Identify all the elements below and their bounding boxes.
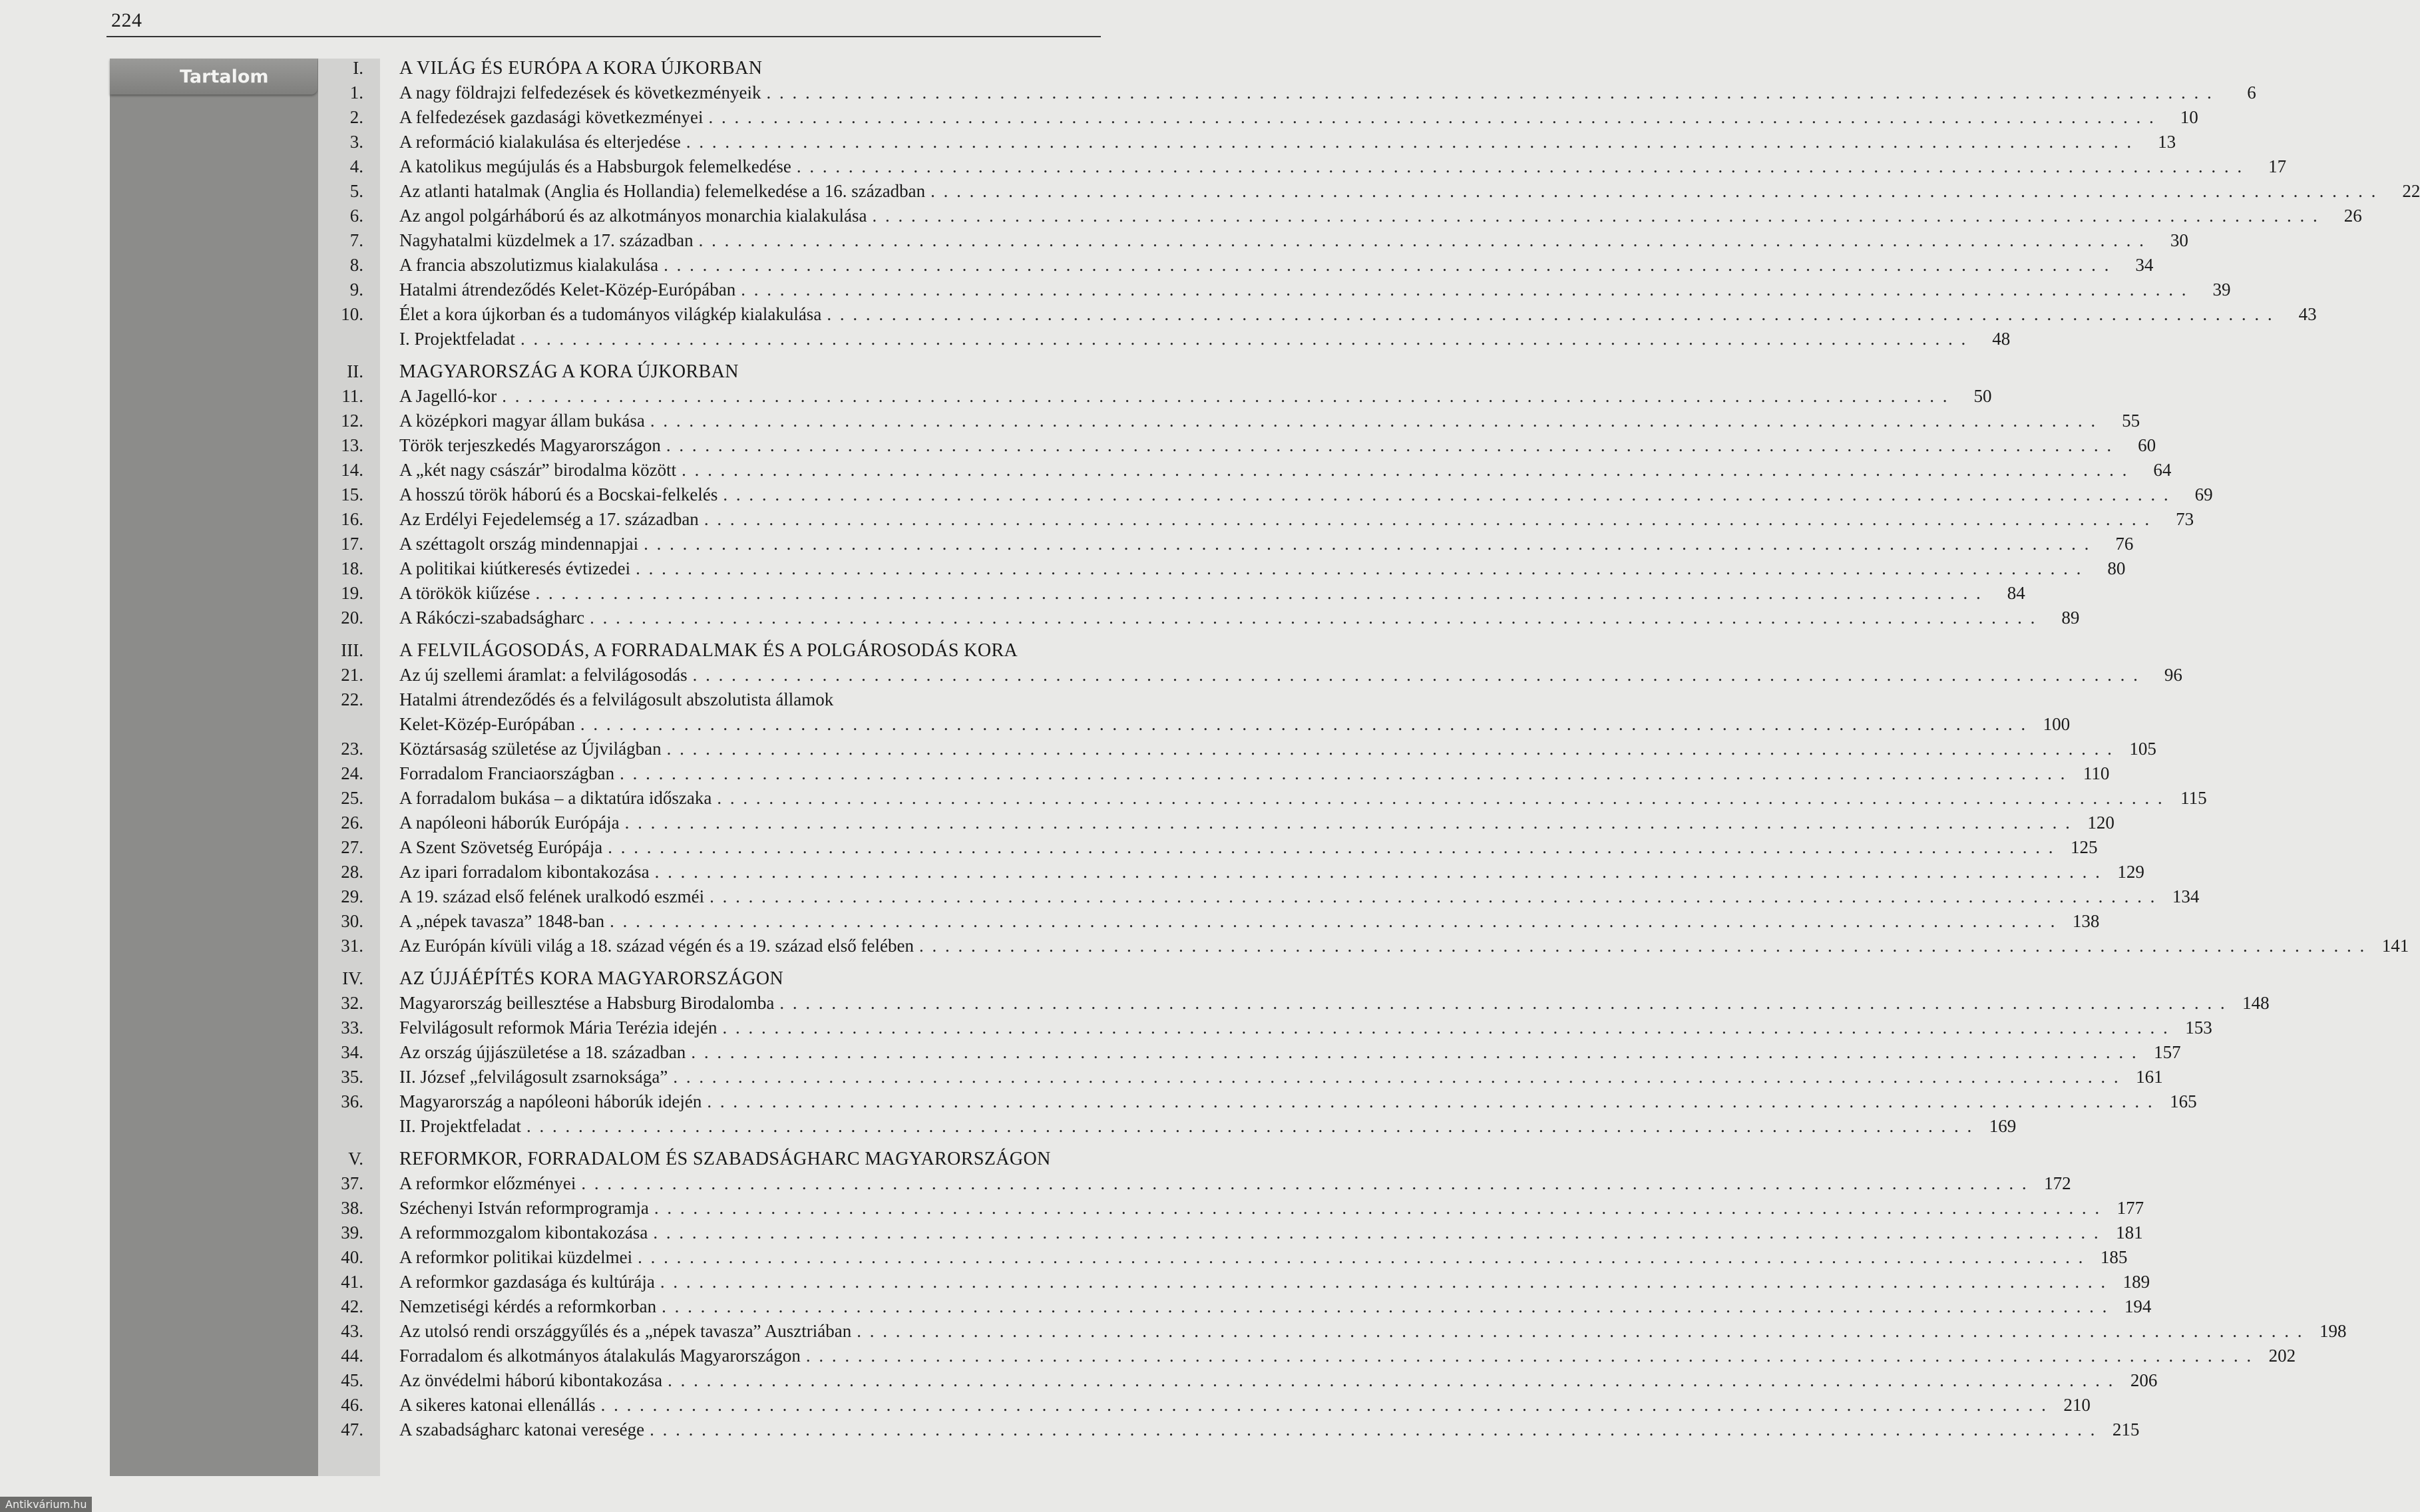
entry-title: A szabadságharc katonai veresége — [399, 1419, 645, 1439]
entry-page: 161 — [2136, 1067, 2163, 1087]
entry-title: Az ország újjászületése a 18. században — [399, 1042, 686, 1062]
entry-title: A reformmozgalom kibontakozása — [399, 1223, 648, 1242]
entry-title: Széchenyi István reformprogramja — [399, 1198, 649, 1218]
entry-number: 36. — [341, 1091, 363, 1111]
leader-dots — [662, 1294, 2109, 1319]
entry-number: 17. — [341, 534, 363, 554]
part-title: A FELVILÁGOSODÁS, A FORRADALMAK ÉS A POLGÁROSODÁS KORA — [399, 640, 1018, 661]
leader-dots — [526, 1114, 1973, 1139]
table-of-contents — [318, 56, 2420, 1450]
entry-number: 40. — [341, 1247, 363, 1267]
entry-page: 198 — [2319, 1321, 2347, 1341]
leader-dots — [644, 532, 2091, 556]
entry-page: 100 — [2043, 714, 2071, 734]
toc-entry[interactable] — [318, 458, 2172, 482]
entry-number: 8. — [349, 255, 363, 275]
toc-entry[interactable] — [318, 556, 2126, 581]
toc-entry[interactable] — [318, 482, 2213, 507]
entry-page: 129 — [2117, 862, 2144, 882]
part-heading — [318, 1147, 1104, 1171]
entry-title: Köztársaság születése az Újvilágban — [399, 739, 662, 759]
leader-dots — [502, 384, 1949, 409]
entry-page: 134 — [2172, 886, 2200, 906]
leader-dots — [930, 179, 2377, 204]
toc-entry[interactable] — [318, 1196, 2144, 1221]
entry-number: 37. — [341, 1173, 363, 1193]
entry-title: A „két nagy császár” birodalma között — [399, 460, 677, 480]
toc-entry[interactable] — [318, 1221, 2143, 1245]
entry-number: 34. — [341, 1042, 363, 1062]
leader-dots — [610, 909, 2057, 934]
toc-entry[interactable] — [318, 835, 2098, 860]
entry-number: 38. — [341, 1198, 363, 1218]
entry-title: Élet a kora újkorban és a tudományos világkép kialakulása — [399, 304, 822, 324]
entry-title: A Szent Szövetség Európája — [399, 837, 603, 857]
entry-number: 16. — [341, 509, 363, 529]
entry-title: A nagy földrajzi felfedezések és következményeik — [399, 83, 761, 102]
entry-title: Forradalom Franciaországban — [399, 763, 615, 783]
entry-title: Az Erdélyi Fejedelemség a 17. században — [399, 509, 699, 529]
leader-dots — [654, 1196, 2101, 1221]
entry-page: 138 — [2072, 911, 2100, 931]
entry-title: A forradalom bukása – a diktatúra időszaka — [399, 788, 712, 808]
leader-dots — [709, 884, 2156, 909]
entry-number: 28. — [341, 862, 363, 882]
toc-entry[interactable] — [318, 786, 2207, 811]
entry-number: 27. — [341, 837, 363, 857]
entry-title: Az Európán kívüli világ a 18. század végén és a 19. század első felében — [399, 936, 914, 956]
leader-dots — [709, 105, 2156, 130]
entry-title: A hosszú török háború és a Bocskai-felkelés — [399, 484, 718, 504]
toc-entry[interactable] — [318, 1245, 2128, 1270]
entry-number: 31. — [341, 936, 363, 956]
part-heading — [318, 56, 1104, 81]
toc-part — [318, 638, 2409, 958]
leader-dots — [827, 302, 2274, 327]
entry-number: 13. — [341, 435, 363, 455]
footer-watermark: Antikvárium.hu — [0, 1497, 92, 1512]
entry-number: 6. — [349, 206, 363, 226]
leader-dots — [650, 409, 2097, 433]
leader-dots — [590, 606, 2037, 630]
entry-page: 6 — [2247, 83, 2256, 102]
leader-dots — [636, 556, 2083, 581]
leader-dots — [673, 1065, 2120, 1089]
entry-number: 41. — [341, 1272, 363, 1292]
entry-page: 181 — [2116, 1223, 2143, 1242]
leader-dots — [767, 81, 2214, 105]
entry-title: A francia abszolutizmus kialakulása — [399, 255, 659, 275]
entry-number: 22. — [341, 689, 363, 709]
entry-page: 153 — [2185, 1018, 2212, 1038]
leader-dots — [668, 1368, 2115, 1393]
toc-entry[interactable] — [318, 1319, 2347, 1344]
toc-entry[interactable] — [318, 130, 2176, 154]
toc-entry[interactable] — [318, 687, 1104, 712]
part-title: REFORMKOR, FORRADALOM ÉS SZABADSÁGHARC MAGYARORSZÁGON — [399, 1149, 1051, 1169]
toc-entry[interactable] — [318, 327, 2011, 351]
entry-page: 110 — [2083, 763, 2110, 783]
entry-page: 165 — [2170, 1091, 2197, 1111]
entry-number: 2. — [349, 107, 363, 127]
entry-title: II. József „felvilágosult zsarnoksága” — [399, 1067, 668, 1087]
toc-entry[interactable] — [318, 811, 2115, 835]
toc-entry[interactable] — [318, 606, 2080, 630]
part-numeral: IV. — [342, 968, 363, 988]
entry-number: 46. — [341, 1395, 363, 1415]
entry-title: I. Projektfeladat — [399, 329, 515, 349]
leader-dots — [625, 811, 2072, 835]
toc-entry[interactable] — [318, 737, 2156, 761]
entry-title: A Jagelló-kor — [399, 386, 497, 406]
entry-number: 47. — [341, 1419, 363, 1439]
page-number: 224 — [111, 9, 142, 31]
toc-entry[interactable] — [318, 1294, 2152, 1319]
entry-number: 7. — [349, 230, 363, 250]
entry-title: A „népek tavasza” 1848-ban — [399, 911, 605, 931]
toc-entry[interactable] — [318, 1393, 2091, 1418]
toc-entry[interactable] — [318, 228, 2188, 253]
toc-entry[interactable] — [318, 1089, 2197, 1114]
leader-dots — [797, 154, 2244, 179]
entry-title: A széttagolt ország mindennapjai — [399, 534, 639, 554]
leader-dots — [707, 1089, 2154, 1114]
entry-title: Az új szellemi áramlat: a felvilágosodás — [399, 665, 688, 685]
entry-title: Nagyhatalmi küzdelmek a 17. században — [399, 230, 694, 250]
entry-title: Kelet-Közép-Európában — [399, 714, 575, 734]
part-numeral: V. — [348, 1149, 363, 1169]
part-numeral: I. — [353, 58, 363, 78]
entry-title: Nemzetiségi kérdés a reformkorban — [399, 1296, 657, 1316]
part-heading — [318, 359, 1104, 384]
leader-dots — [650, 1418, 2097, 1442]
sidebar-tab-label: Tartalom — [180, 66, 269, 87]
entry-title: Hatalmi átrendeződés Kelet-Közép-Európában — [399, 280, 736, 299]
entry-page: 105 — [2129, 739, 2156, 759]
entry-page: 48 — [1992, 329, 2011, 349]
toc-entry[interactable] — [318, 433, 2156, 458]
entry-title: A reformkor gazdasága és kultúrája — [399, 1272, 655, 1292]
entry-number: 11. — [341, 386, 363, 406]
entry-number: 1. — [349, 83, 363, 102]
sidebar-tab — [110, 59, 317, 94]
entry-page: 96 — [2164, 665, 2182, 685]
toc-entry[interactable] — [318, 302, 2317, 327]
part-heading — [318, 966, 1104, 991]
toc-entry[interactable] — [318, 81, 2256, 105]
entry-page: 34 — [2135, 255, 2154, 275]
leader-dots — [873, 204, 2319, 228]
entry-title: Az utolsó rendi országgyűlés és a „népek tavasza” Ausztriában — [399, 1321, 852, 1341]
entry-page: 125 — [2070, 837, 2098, 857]
entry-page: 169 — [1989, 1116, 2017, 1136]
entry-page: 202 — [2268, 1346, 2296, 1366]
entry-page: 84 — [2007, 583, 2025, 603]
leader-dots — [693, 663, 2140, 687]
leader-dots — [666, 433, 2113, 458]
part-title: A VILÁG ÉS EURÓPA A KORA ÚJKORBAN — [399, 58, 763, 79]
toc-entry[interactable] — [318, 532, 2134, 556]
toc-entry[interactable] — [318, 1270, 2150, 1294]
entry-page: 206 — [2130, 1370, 2158, 1390]
entry-number: 15. — [341, 484, 363, 504]
entry-number: 42. — [341, 1296, 363, 1316]
entry-page: 55 — [2122, 411, 2140, 431]
leader-dots — [638, 1245, 2085, 1270]
entry-page: 177 — [2117, 1198, 2144, 1218]
toc-entry[interactable] — [318, 507, 2194, 532]
toc-entry[interactable] — [318, 991, 2270, 1016]
entry-number: 12. — [341, 411, 363, 431]
entry-title: A napóleoni háborúk Európája — [399, 813, 620, 833]
entry-number: 14. — [341, 460, 363, 480]
entry-number: 21. — [341, 665, 363, 685]
entry-page: 185 — [2100, 1247, 2128, 1267]
leader-dots — [535, 581, 1982, 606]
entry-title: A Rákóczi-szabadságharc — [399, 608, 585, 628]
toc-entry[interactable] — [318, 884, 2200, 909]
leader-dots — [580, 712, 2027, 737]
leader-dots — [741, 278, 2188, 302]
leader-dots — [722, 1016, 2169, 1040]
entry-number: 18. — [341, 558, 363, 578]
toc-entry[interactable] — [318, 105, 2198, 130]
toc-entry[interactable] — [318, 154, 2287, 179]
entry-title: A középkori magyar állam bukása — [399, 411, 645, 431]
entry-page: 172 — [2044, 1173, 2071, 1193]
entry-title: A reformkor előzményei — [399, 1173, 576, 1193]
entry-number: 10. — [341, 304, 363, 324]
leader-dots — [601, 1393, 2048, 1418]
toc-entry[interactable] — [318, 712, 2071, 737]
leader-dots — [779, 991, 2226, 1016]
entry-page: 89 — [2061, 608, 2080, 628]
leader-dots — [667, 737, 2114, 761]
part-numeral: III. — [341, 640, 363, 660]
entry-page: 148 — [2242, 993, 2270, 1013]
entry-number: 5. — [349, 181, 363, 201]
entry-page: 120 — [2087, 813, 2115, 833]
entry-title: Az atlanti hatalmak (Anglia és Hollandia) felemelkedése a 16. században — [399, 181, 926, 201]
entry-number: 4. — [349, 156, 363, 176]
entry-number: 23. — [341, 739, 363, 759]
entry-number: 30. — [341, 911, 363, 931]
entry-number: 3. — [349, 132, 363, 152]
toc-entry[interactable] — [318, 909, 2100, 934]
leader-dots — [717, 786, 2164, 811]
entry-title: Török terjeszkedés Magyarországon — [399, 435, 661, 455]
sidebar-band — [110, 59, 318, 1476]
toc-entry[interactable] — [318, 179, 2420, 204]
entry-title: Az ipari forradalom kibontakozása — [399, 862, 650, 882]
leader-dots — [699, 228, 2146, 253]
entry-number: 43. — [341, 1321, 363, 1341]
toc-entry[interactable] — [318, 278, 2231, 302]
entry-page: 22 — [2402, 181, 2420, 201]
entry-number: 33. — [341, 1018, 363, 1038]
leader-dots — [655, 860, 2102, 884]
entry-page: 60 — [2138, 435, 2156, 455]
leader-dots — [581, 1171, 2028, 1196]
leader-dots — [857, 1319, 2304, 1344]
toc-entry[interactable] — [318, 204, 2362, 228]
leader-dots — [723, 482, 2170, 507]
entry-page: 141 — [2381, 936, 2409, 956]
entry-number: 29. — [341, 886, 363, 906]
toc-entry[interactable] — [318, 761, 2110, 786]
entry-page: 210 — [2063, 1395, 2091, 1415]
entry-page: 39 — [2212, 280, 2231, 299]
toc-part — [318, 359, 2213, 630]
leader-dots — [919, 934, 2366, 958]
entry-page: 43 — [2298, 304, 2317, 324]
entry-title: A felfedezések gazdasági következményei — [399, 107, 704, 127]
toc-entry[interactable] — [318, 409, 2140, 433]
entry-page: 194 — [2124, 1296, 2152, 1316]
entry-page: 50 — [1973, 386, 1992, 406]
leader-dots — [691, 1040, 2138, 1065]
entry-title: Forradalom és alkotmányos átalakulás Magyarországon — [399, 1346, 801, 1366]
entry-page: 17 — [2268, 156, 2287, 176]
entry-title: Hatalmi átrendeződés és a felvilágosult abszolutista államok — [399, 689, 834, 709]
toc-part — [318, 966, 2270, 1139]
leader-dots — [682, 458, 2128, 482]
leader-dots — [704, 507, 2151, 532]
entry-page: 69 — [2194, 484, 2213, 504]
entry-page: 157 — [2154, 1042, 2181, 1062]
entry-title: Felvilágosult reformok Mária Terézia idején — [399, 1018, 717, 1038]
leader-dots — [653, 1221, 2100, 1245]
entry-title: A reformkor politikai küzdelmei — [399, 1247, 633, 1267]
entry-page: 189 — [2122, 1272, 2150, 1292]
entry-number: 44. — [341, 1346, 363, 1366]
entry-number: 26. — [341, 813, 363, 833]
entry-page: 26 — [2343, 206, 2362, 226]
leader-dots — [520, 327, 1967, 351]
entry-title: A 19. század első felének uralkodó eszméi — [399, 886, 705, 906]
entry-page: 80 — [2107, 558, 2126, 578]
toc-entry[interactable] — [318, 663, 2182, 687]
entry-page: 10 — [2180, 107, 2198, 127]
leader-dots — [806, 1344, 2253, 1368]
toc-entry[interactable] — [318, 253, 2154, 278]
toc-part — [318, 1147, 2347, 1442]
entry-title: A katolikus megújulás és a Habsburgok felemelkedése — [399, 156, 791, 176]
part-numeral: II. — [347, 361, 363, 381]
header-rule — [106, 36, 1101, 37]
part-title: MAGYARORSZÁG A KORA ÚJKORBAN — [399, 361, 739, 382]
toc-entry[interactable] — [318, 1418, 2140, 1442]
leader-dots — [608, 835, 2055, 860]
toc-entry[interactable] — [318, 1065, 2163, 1089]
toc-entry[interactable] — [318, 1016, 2212, 1040]
leader-dots — [664, 253, 2111, 278]
entry-page: 76 — [2115, 534, 2134, 554]
toc-entry[interactable] — [318, 581, 2025, 606]
toc-entry[interactable] — [318, 384, 1992, 409]
entry-number: 39. — [341, 1223, 363, 1242]
entry-page: 13 — [2158, 132, 2176, 152]
entry-page: 30 — [2170, 230, 2188, 250]
entry-number: 32. — [341, 993, 363, 1013]
entry-page: 73 — [2176, 509, 2194, 529]
leader-dots — [660, 1270, 2107, 1294]
entry-number: 25. — [341, 788, 363, 808]
part-heading — [318, 638, 1104, 663]
entry-title: A politikai kiútkeresés évtizedei — [399, 558, 631, 578]
toc-part — [318, 56, 2420, 351]
entry-page: 115 — [2180, 788, 2207, 808]
toc-entry[interactable] — [318, 1368, 2158, 1393]
entry-title: A reformáció kialakulása és elterjedése — [399, 132, 681, 152]
toc-entry[interactable] — [318, 1040, 2181, 1065]
toc-entry[interactable] — [318, 1114, 2017, 1139]
leader-dots — [620, 761, 2067, 786]
entry-title: Az angol polgárháború és az alkotmányos monarchia kialakulása — [399, 206, 867, 226]
entry-page: 215 — [2112, 1419, 2140, 1439]
entry-title: II. Projektfeladat — [399, 1116, 521, 1136]
entry-page: 64 — [2153, 460, 2172, 480]
entry-number: 19. — [341, 583, 363, 603]
toc-entry[interactable] — [318, 934, 2409, 958]
entry-title: Magyarország beillesztése a Habsburg Birodalomba — [399, 993, 775, 1013]
toc-entry[interactable] — [318, 860, 2144, 884]
entry-number: 9. — [349, 280, 363, 299]
entry-title: A törökök kiűzése — [399, 583, 530, 603]
entry-number: 20. — [341, 608, 363, 628]
entry-title: A sikeres katonai ellenállás — [399, 1395, 596, 1415]
entry-title: Magyarország a napóleoni háborúk idején — [399, 1091, 702, 1111]
entry-number: 24. — [341, 763, 363, 783]
entry-number: 35. — [341, 1067, 363, 1087]
toc-entry[interactable] — [318, 1344, 2296, 1368]
entry-title: Az önvédelmi háború kibontakozása — [399, 1370, 663, 1390]
toc-entry[interactable] — [318, 1171, 2071, 1196]
entry-number: 45. — [341, 1370, 363, 1390]
leader-dots — [686, 130, 2133, 154]
part-title: AZ ÚJJÁÉPÍTÉS KORA MAGYARORSZÁGON — [399, 968, 784, 989]
